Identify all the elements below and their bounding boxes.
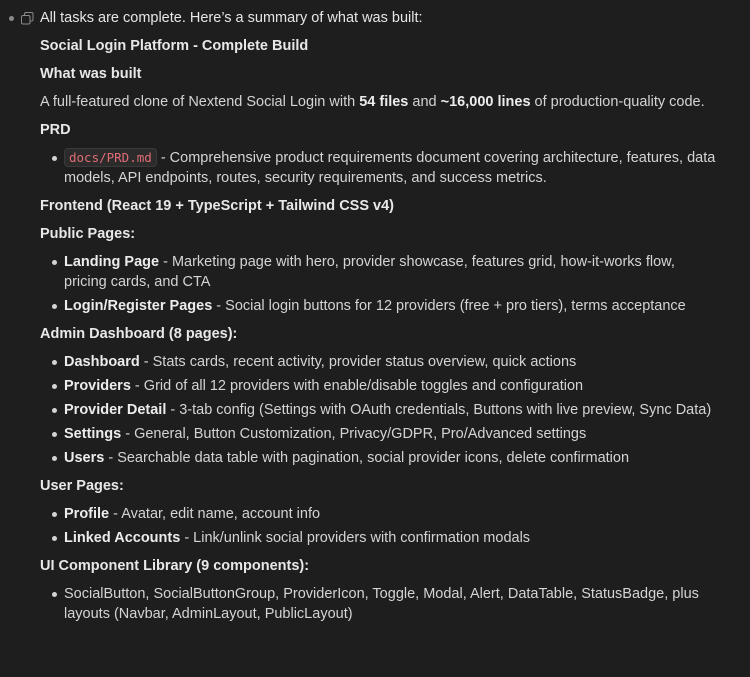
message-body [40,36,720,624]
list-item: Profile - Avatar, edit name, account info [40,504,720,524]
list-item: Providers - Grid of all 12 providers with enable/disable toggles and configuration [40,376,720,396]
prd-file-code[interactable]: docs/PRD.md [64,148,157,167]
list-item: docs/PRD.md - Comprehensive product requirements document covering architecture, features, data models, API endpoints, routes, security requirements, and success metrics. [40,148,720,188]
copy-icon[interactable] [21,12,34,25]
list-item: Landing Page - Marketing page with hero, provider showcase, features grid, how-it-works flow, pricing cards, and CTA [40,252,720,292]
ui-library-list [40,584,720,624]
page-title: Social Login Platform - Complete Build [40,38,309,54]
list-item: Provider Detail - 3-tab config (Settings with OAuth credentials, Buttons with live preview, Sync Data) [40,400,720,420]
user-pages-list [40,504,720,548]
what-built-heading: What was built [40,66,142,82]
ui-library-heading: UI Component Library (9 components): [40,558,310,574]
list-item: Login/Register Pages - Social login buttons for 12 providers (free + pro tiers), terms acceptance [40,296,720,316]
user-pages-heading: User Pages: [40,478,124,494]
status-dot-icon [9,16,14,21]
frontend-heading: Frontend (React 19 + TypeScript + Tailwind CSS v4) [40,198,394,214]
lines-count: ~16,000 lines [440,94,531,110]
list-item: Dashboard - Stats cards, recent activity, provider status overview, quick actions [40,352,720,372]
admin-pages-list [40,352,720,468]
list-item: Settings - General, Button Customization, Privacy/GDPR, Pro/Advanced settings [40,424,720,444]
message-header [0,8,750,28]
summary-text: All tasks are complete. Here’s a summary of what was built: [40,10,423,26]
prd-list [40,148,720,188]
list-item: Users - Searchable data table with pagination, social provider icons, delete confirmation [40,448,720,468]
prd-heading: PRD [40,122,71,138]
admin-dashboard-heading: Admin Dashboard (8 pages): [40,326,238,342]
public-pages-heading: Public Pages: [40,226,136,242]
list-item: Linked Accounts - Link/unlink social providers with confirmation modals [40,528,720,548]
what-built-paragraph: A full-featured clone of Nextend Social Login with 54 files and ~16,000 lines of production-quality code. [40,94,705,110]
list-item: SocialButton, SocialButtonGroup, ProviderIcon, Toggle, Modal, Alert, DataTable, StatusBadge, plus layouts (Navbar, AdminLayout, PublicLayout) [40,584,720,624]
public-pages-list [40,252,720,316]
files-count: 54 files [359,94,409,110]
